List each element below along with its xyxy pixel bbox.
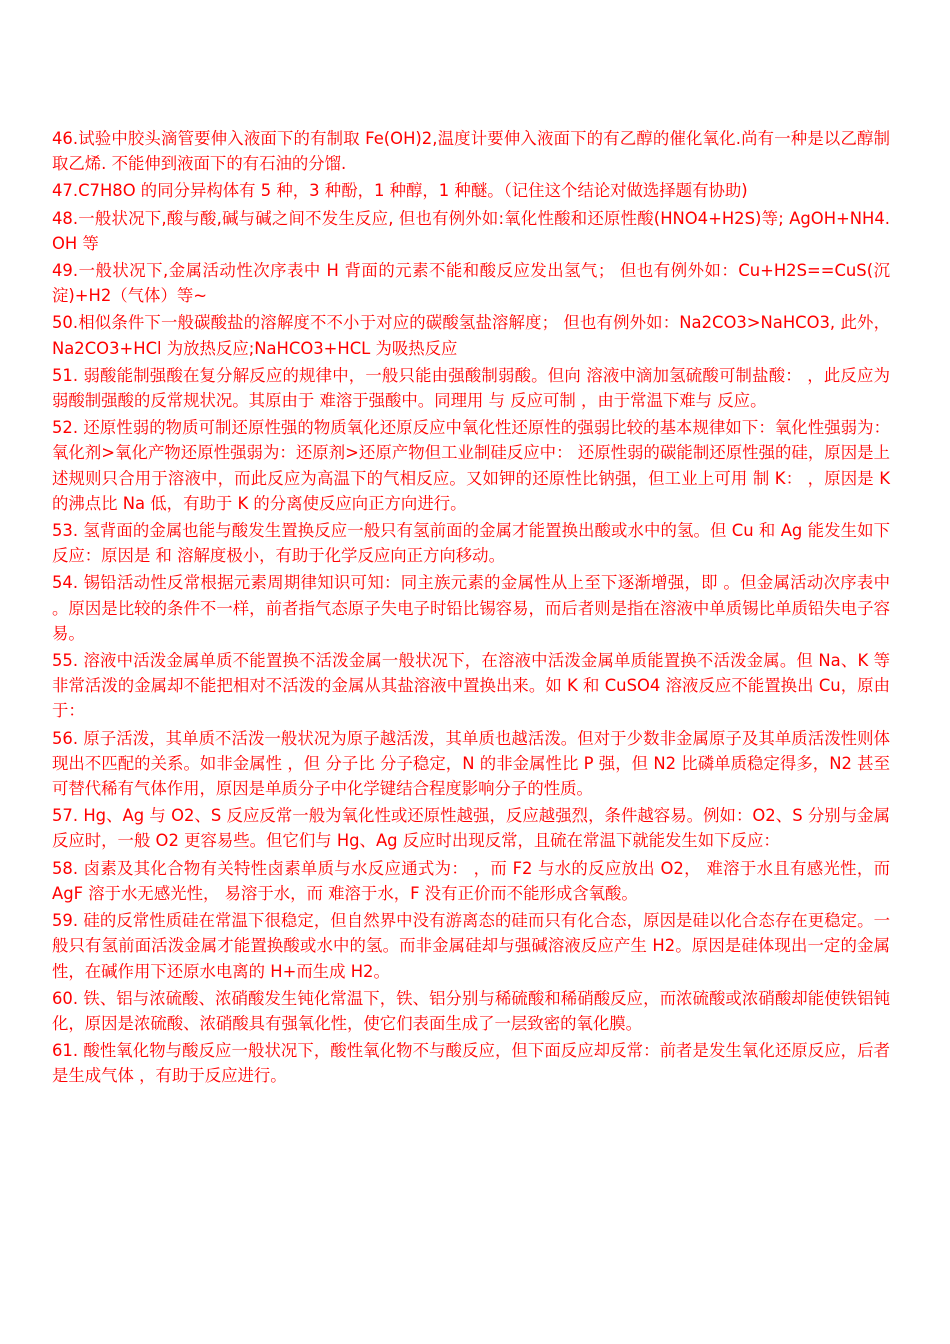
list-item-58: 58. 卤素及其化合物有关特性卤素单质与水反应通式为： ，而 F2 与水的反应放出 O2， 难溶于水且有感光性，而 AgF 溶于水无感光性， 易溶于水，而 难溶于水，F 没有正价而不能形成含氧酸。 — [52, 858, 890, 903]
list-item-50: 50.相似条件下一般碳酸盐的溶解度不不小于对应的碳酸氢盐溶解度； 但也有例外如：Na2CO3>NaHCO3, 此外，Na2CO3+HCl 为放热反应;NaHCO3+HCL 为吸热反应 — [52, 313, 890, 358]
list-item-49: 49.一般状况下,金属活动性次序表中 H 背面的元素不能和酸反应发出氢气； 但也有例外如：Cu+H2S==CuS(沉淀)+H2（气体）等~ — [52, 261, 890, 306]
list-item-60: 60. 铁、铝与浓硫酸、浓硝酸发生钝化常温下，铁、铝分别与稀硫酸和稀硝酸反应，而浓硫酸或浓硝酸却能使铁铝钝化，原因是浓硫酸、浓硝酸具有强氧化性，使它们表面生成了一层致密的氧化膜。 — [52, 988, 890, 1033]
list-item-61: 61. 酸性氧化物与酸反应一般状况下，酸性氧化物不与酸反应，但下面反应却反常：前者是发生氧化还原反应，后者是生成气体 ，有助于反应进行。 — [52, 1041, 890, 1086]
list-item-57: 57. Hg、Ag 与 O2、S 反应反常一般为氧化性或还原性越强，反应越强烈，条件越容易。例如：O2、S 分别与金属反应时，一般 O2 更容易些。但它们与 Hg、Ag 反应时出现反常，且硫在常温下就能发生如下反应： — [52, 806, 890, 851]
list-item-54: 54. 锡铅活动性反常根据元素周期律知识可知：同主族元素的金属性从上至下逐渐增强，即 。但金属活动次序表中 。原因是比较的条件不一样，前者指气态原子失电子时铅比锡容易，而后者则是指在溶液中单质锡比单质铅失电子容易。 — [52, 573, 890, 643]
list-item-52: 52. 还原性弱的物质可制还原性强的物质氧化还原反应中氧化性还原性的强弱比较的基本规律如下：氧化性强弱为：氧化剂>氧化产物还原性强弱为：还原剂>还原产物但工业制硅反应中： 还原性弱的碳能制还原性强的硅，原因是上述规则只合用于溶液中，而此反应为高温下的气相反应。又如钾的还原性比钠强，但工业上可用 制 K： ，原因是 K 的沸点比 Na 低，有助于 K 的分离使反应向正方向进行。 — [52, 418, 890, 513]
list-item-59: 59. 硅的反常性质硅在常温下很稳定，但自然界中没有游离态的硅而只有化合态，原因是硅以化合态存在更稳定。一般只有氢前面活泼金属才能置换酸或水中的氢。而非金属硅却与强碱溶液反应产生 H2。原因是硅体现出一定的金属性，在碱作用下还原水电离的 H+而生成 H2。 — [52, 911, 890, 981]
list-item-53: 53. 氢背面的金属也能与酸发生置换反应一般只有氢前面的金属才能置换出酸或水中的氢。但 Cu 和 Ag 能发生如下反应：原因是 和 溶解度极小，有助于化学反应向正方向移动。 — [52, 521, 890, 566]
list-item-47: 47.C7H8O 的同分异构体有 5 种，3 种酚，1 种醇，1 种醚。（记住这个结论对做选择题有协助) — [52, 181, 748, 201]
list-item-51: 51. 弱酸能制强酸在复分解反应的规律中，一般只能由强酸制弱酸。但向 溶液中滴加氢硫酸可制盐酸： ，此反应为弱酸制强酸的反常规状况。其原由于 难溶于强酸中。同理用 与 反应可制 ，由于常温下难与 反应。 — [52, 365, 890, 411]
list-item-55: 55. 溶液中活泼金属单质不能置换不活泼金属一般状况下，在溶液中活泼金属单质能置换不活泼金属。但 Na、K 等非常活泼的金属却不能把相对不活泼的金属从其盐溶液中置换出来。如 K 和 CuSO4 溶液反应不能置换出 Cu，原由于： — [52, 651, 890, 721]
list-item-46: 46.试验中胶头滴管要伸入液面下的有制取 Fe(OH)2,温度计要伸入液面下的有乙醇的催化氧化.尚有一种是以乙醇制取乙烯. 不能伸到液面下的有石油的分馏. — [52, 129, 890, 174]
document-body — [52, 126, 890, 1091]
list-item-48: 48.一般状况下,酸与酸,碱与碱之间不发生反应, 但也有例外如:氧化性酸和还原性酸(HNO4+H2S)等; AgOH+NH4.OH 等 — [52, 208, 890, 253]
list-item-56: 56. 原子活泼，其单质不活泼一般状况为原子越活泼，其单质也越活泼。但对于少数非金属原子及其单质活泼性则体现出不匹配的关系。如非金属性 ，但 分子比 分子稳定，N 的非金属性比 P 强，但 N2 比磷单质稳定得多，N2 甚至可替代稀有气体作用，原因是单质分子中化学键结合程度影响分子的性质。 — [52, 728, 890, 799]
